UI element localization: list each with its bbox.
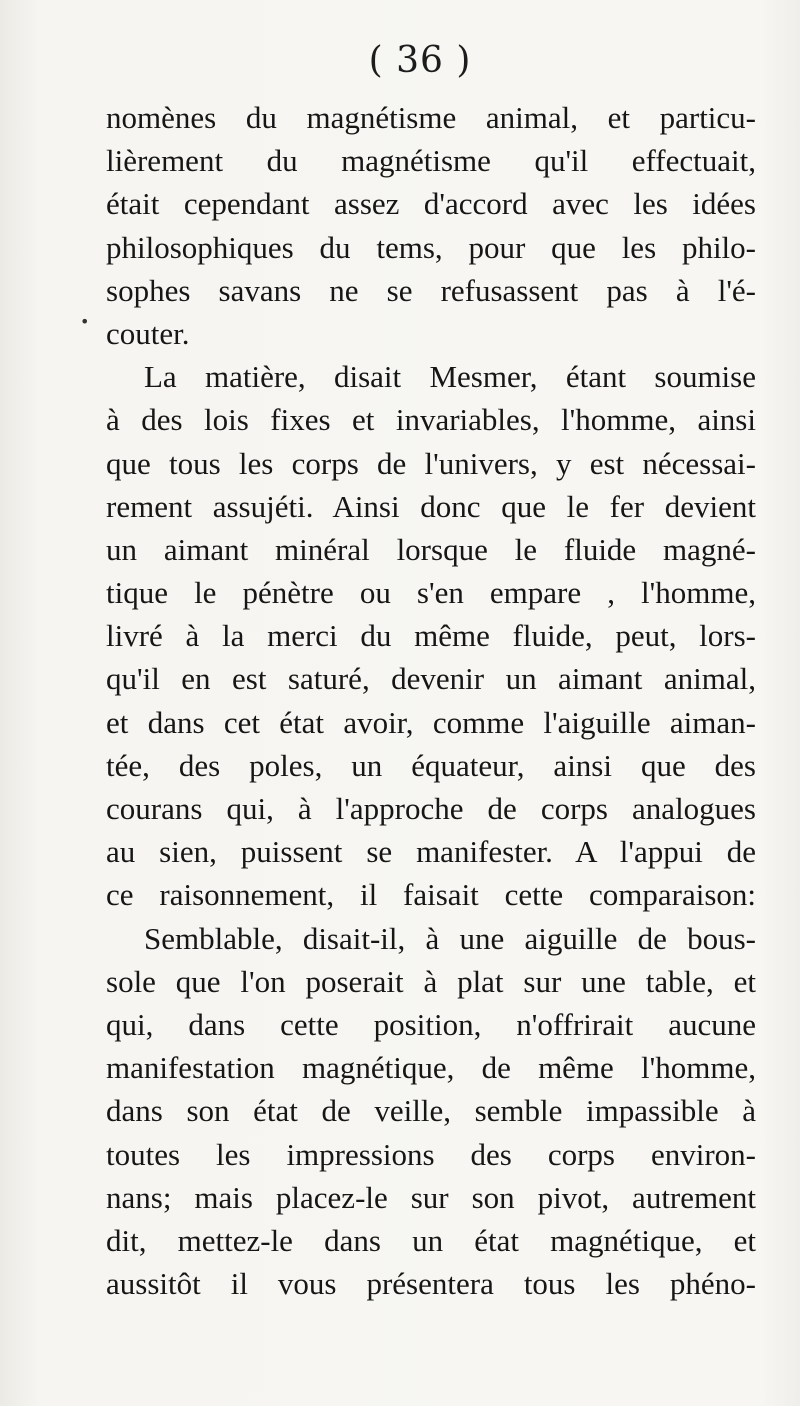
ink-speck: • [80, 312, 90, 331]
text-line: qui, dans cette position, n'offrirait aucune [106, 1006, 756, 1042]
text-line: dit, mettez-le dans un état magnétique, et [106, 1222, 756, 1258]
page-number: ( 36 ) [368, 40, 472, 81]
text-line: était cependant assez d'accord avec les idées [106, 186, 756, 222]
text-line: nomènes du magnétisme animal, et particu- [106, 100, 756, 135]
text-line: aussitôt il vous présentera tous les phéno- [106, 1266, 756, 1302]
text-line: et dans cet état avoir, comme l'aiguille aiman- [106, 704, 756, 740]
text-line: philosophiques du tems, pour que les philo- [106, 229, 756, 265]
text-line: rement assujéti. Ainsi donc que le fer devient [106, 488, 756, 524]
text-line: manifestation magnétique, de même l'homme, [106, 1050, 756, 1086]
text-line: au sien, puissent se manifester. A l'appui de [106, 834, 756, 870]
text-line: livré à la merci du même fluide, peut, lors- [106, 618, 756, 654]
text-line: tée, des poles, un équateur, ainsi que des [106, 747, 756, 783]
text-line: que tous les corps de l'univers, y est nécessai- [106, 445, 756, 481]
text-line: toutes les impressions des corps environ- [106, 1136, 756, 1172]
text-line: tique le pénètre ou s'en empare , l'homme, [106, 575, 756, 611]
text-line: sole que l'on poserait à plat sur une table, et [106, 963, 756, 999]
text-line: nans; mais placez-le sur son pivot, autrement [106, 1179, 756, 1215]
text-line: un aimant minéral lorsque le fluide magné- [106, 531, 756, 567]
text-line: qu'il en est saturé, devenir un aimant animal, [106, 661, 756, 697]
text-line: La matière, disait Mesmer, étant soumise [144, 359, 756, 395]
text-line: sophes savans ne se refusassent pas à l'é- [106, 272, 756, 308]
text-line: Semblable, disait-il, à une aiguille de bous- [144, 920, 756, 956]
text-line: couter. [106, 315, 190, 351]
text-line: lièrement du magnétisme qu'il effectuait, [106, 143, 756, 179]
text-line: ce raisonnement, il faisait cette comparaison: [106, 877, 756, 913]
text-line: dans son état de veille, semble impassible à [106, 1093, 756, 1129]
text-line: courans qui, à l'approche de corps analogues [106, 791, 756, 826]
body-text [106, 96, 756, 1305]
text-line: à des lois fixes et invariables, l'homme, ainsi [106, 402, 756, 438]
